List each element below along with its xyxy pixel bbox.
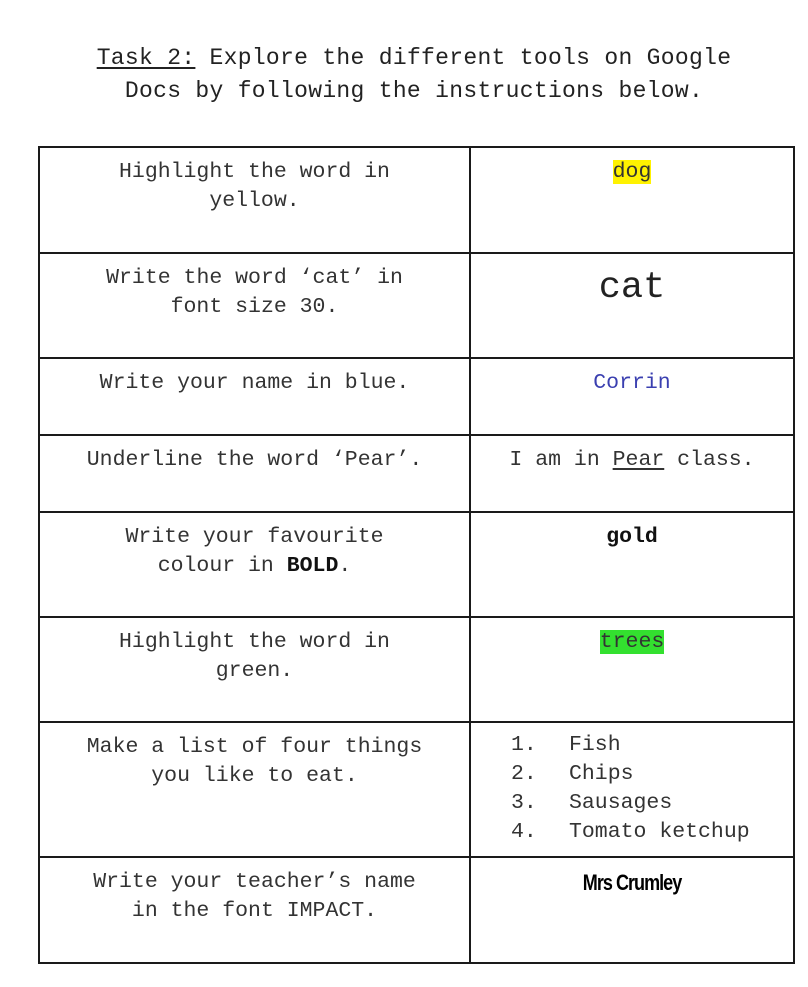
table-row [39, 253, 794, 358]
table-row [39, 857, 794, 963]
instruction-text: green. [215, 659, 294, 683]
answer-bold-text: gold [606, 525, 658, 549]
instruction-text [44, 552, 465, 581]
list-number: 4. [511, 820, 537, 844]
answer-text-before: I am in [509, 448, 613, 472]
task-table [38, 146, 795, 964]
instruction-text: Write your favourite [125, 525, 384, 549]
instruction-text-part: colour in [157, 554, 287, 578]
answer-underlined-word: Pear [612, 448, 665, 472]
table-row [39, 358, 794, 435]
answer-cell [470, 147, 794, 253]
instruction-cell [39, 722, 470, 857]
instruction-text-part: . [338, 554, 352, 578]
instruction-text: Write your name in blue. [99, 371, 410, 395]
instruction-text: Highlight the word in [119, 630, 390, 654]
instruction-text: Make a list of four things [86, 735, 423, 759]
list-text: Sausages [569, 791, 673, 815]
list-number: 1. [511, 733, 537, 757]
heading-line-1 [0, 42, 808, 75]
table-row [39, 512, 794, 617]
instruction-text: Underline the word ‘Pear’. [86, 448, 423, 472]
list-text: Chips [569, 762, 634, 786]
answer-cell [470, 435, 794, 512]
instruction-cell [39, 147, 470, 253]
task-label: Task 2: [96, 45, 196, 71]
list-number: 3. [511, 791, 537, 815]
instruction-cell [39, 857, 470, 963]
list-item [511, 760, 789, 789]
instruction-text: font size 30. [170, 295, 339, 319]
answer-cell [470, 617, 794, 722]
answer-text-after: class. [664, 448, 755, 472]
instruction-cell [39, 253, 470, 358]
heading-line-2: Docs by following the instructions below. [124, 78, 704, 104]
instruction-text: in the font IMPACT. [131, 899, 378, 923]
answer-large-text: cat [598, 267, 666, 309]
answer-highlight-green: trees [599, 630, 665, 654]
list-item [511, 818, 789, 847]
instruction-text: Write your teacher’s name [93, 870, 416, 894]
instruction-text: you like to eat. [151, 764, 358, 788]
food-list [475, 731, 789, 847]
instruction-text: Highlight the word in [119, 160, 390, 184]
list-text: Tomato ketchup [569, 820, 750, 844]
answer-cell [470, 253, 794, 358]
table-row [39, 147, 794, 253]
instruction-text: yellow. [209, 189, 300, 213]
table-row [39, 435, 794, 512]
heading-line-1-text: Explore the different tools on Google [195, 45, 732, 71]
table-row [39, 722, 794, 857]
answer-highlight-yellow: dog [612, 160, 652, 184]
instruction-bold-word: BOLD [286, 554, 339, 578]
instruction-cell [39, 512, 470, 617]
answer-blue-text: Corrin [593, 371, 671, 395]
answer-cell [470, 722, 794, 857]
instruction-text: Write the word ‘cat’ in [106, 266, 403, 290]
list-item [511, 789, 789, 818]
instruction-cell [39, 358, 470, 435]
list-text: Fish [569, 733, 621, 757]
instruction-cell [39, 435, 470, 512]
answer-cell [470, 358, 794, 435]
instruction-cell [39, 617, 470, 722]
table-row [39, 617, 794, 722]
answer-impact-text: Mrs Crumley [582, 870, 682, 895]
answer-cell [470, 857, 794, 963]
list-number: 2. [511, 762, 537, 786]
task-heading [0, 42, 808, 108]
list-item [511, 731, 789, 760]
answer-cell [470, 512, 794, 617]
